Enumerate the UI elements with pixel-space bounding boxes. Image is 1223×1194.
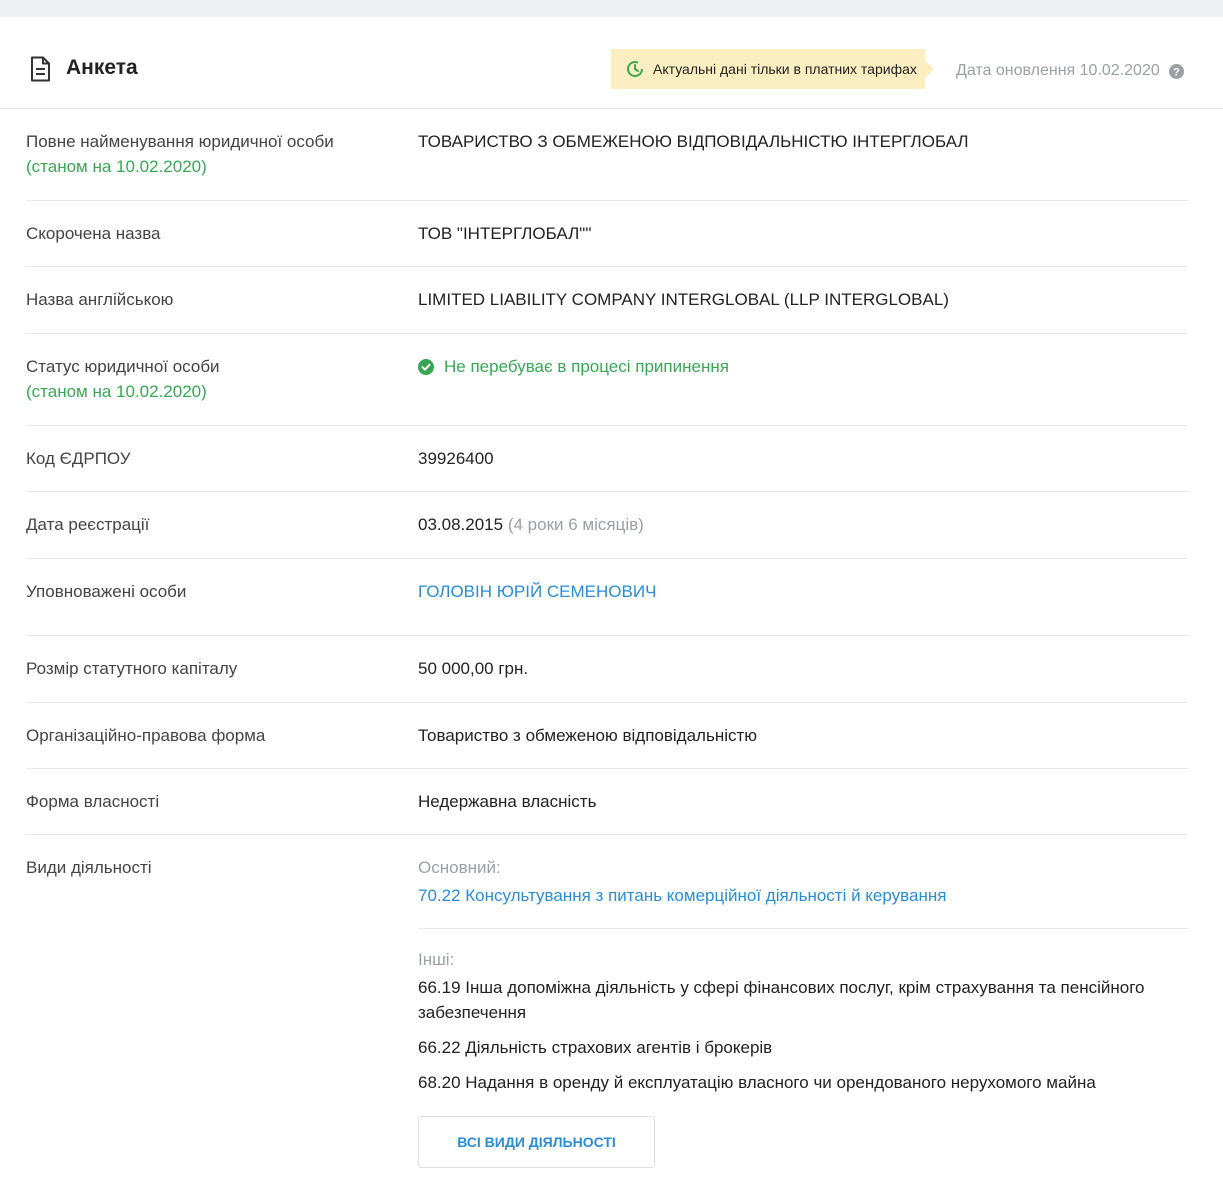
row-label: [26, 354, 418, 404]
edrpou-label: Код ЄДРПОУ: [26, 449, 131, 468]
all-activities-button[interactable]: ВСІ ВИДИ ДІЯЛЬНОСТІ: [418, 1116, 655, 1168]
row-registration-date: [26, 492, 1188, 559]
check-circle-icon: [418, 359, 434, 375]
registration-age: (4 роки 6 місяців): [507, 515, 644, 534]
row-english-name: [26, 267, 1188, 334]
status-value: [418, 354, 1188, 404]
row-activities: [26, 835, 1188, 1168]
full-name-date-note: (станом на 10.02.2020): [26, 157, 207, 176]
activities-label: Види діяльності: [26, 858, 152, 877]
registration-value: [418, 512, 1188, 537]
registration-date: 03.08.2015: [418, 515, 504, 534]
ownership-value: Недержавна власність: [418, 792, 597, 811]
registration-label: Дата реєстрації: [26, 515, 150, 534]
row-edrpou: [26, 426, 1188, 492]
other-activity-item: 68.20 Надання в оренду й експлуатацію власного чи орендованого нерухомого майна: [418, 1073, 1096, 1092]
top-strip: [0, 0, 1223, 17]
paid-data-banner-text: Актуальні дані тільки в платних тарифах: [653, 61, 917, 77]
authorized-label: Уповноважені особи: [26, 582, 187, 601]
ownership-label: Форма власності: [26, 792, 160, 811]
activities-divider: [418, 928, 1188, 929]
activities-value: [418, 855, 1188, 1168]
row-full-name: [26, 109, 1188, 201]
row-ownership: [26, 769, 1188, 835]
document-icon: [29, 56, 51, 82]
other-activity-item: 66.22 Діяльність страхових агентів і брокерів: [418, 1038, 773, 1057]
status-text: Не перебуває в процесі припинення: [444, 357, 729, 376]
edrpou-value: 39926400: [418, 449, 494, 468]
english-name-label: Назва англійською: [26, 290, 174, 309]
short-name-value: ТОВ "ІНТЕРГЛОБАЛ"": [418, 224, 592, 243]
capital-label: Розмір статутного капіталу: [26, 659, 238, 678]
card-header: [0, 17, 1223, 109]
status-date-note: (станом на 10.02.2020): [26, 382, 207, 401]
clock-icon: [626, 60, 644, 78]
row-legal-form: [26, 703, 1188, 769]
row-capital: [26, 636, 1188, 703]
legal-form-label: Організаційно-правова форма: [26, 726, 266, 745]
full-name-value: ТОВАРИСТВО З ОБМЕЖЕНОЮ ВІДПОВІДАЛЬНІСТЮ ІНТЕРГЛОБАЛ: [418, 132, 969, 151]
english-name-value: LIMITED LIABILITY COMPANY INTERGLOBAL (LLP INTERGLOBAL): [418, 290, 949, 309]
profile-rows: [26, 109, 1188, 1168]
row-authorized-persons: [26, 559, 1188, 636]
status-label: Статус юридичної особи: [26, 357, 220, 376]
help-icon[interactable]: [1169, 64, 1184, 79]
main-activity-label: Основний:: [418, 858, 501, 877]
company-profile-card: [0, 17, 1223, 1194]
other-activity-item: 66.19 Інша допоміжна діяльність у сфері фінансових послуг, крім страхування та пенсійного забезпечення: [418, 978, 1145, 1022]
legal-form-value: Товариство з обмеженою відповідальністю: [418, 726, 758, 745]
page-title: Анкета: [66, 56, 138, 79]
short-name-label: Скорочена назва: [26, 224, 161, 243]
capital-value: 50 000,00 грн.: [418, 659, 529, 678]
authorized-person-link[interactable]: ГОЛОВІН ЮРІЙ СЕМЕНОВИЧ: [418, 582, 657, 601]
update-date-text: Дата оновлення 10.02.2020: [956, 62, 1160, 79]
row-short-name: [26, 201, 1188, 267]
full-name-label: Повне найменування юридичної особи: [26, 132, 334, 151]
paid-data-banner[interactable]: [611, 49, 925, 89]
status-badge: [418, 354, 1188, 379]
update-date: [956, 62, 1184, 80]
other-activities-label: Інші:: [418, 950, 455, 969]
main-activity-link[interactable]: 70.22 Консультування з питань комерційної діяльності й керування: [418, 886, 947, 905]
row-status: [26, 334, 1188, 426]
svg-text:?: ?: [1172, 66, 1180, 78]
row-label: [26, 129, 418, 179]
